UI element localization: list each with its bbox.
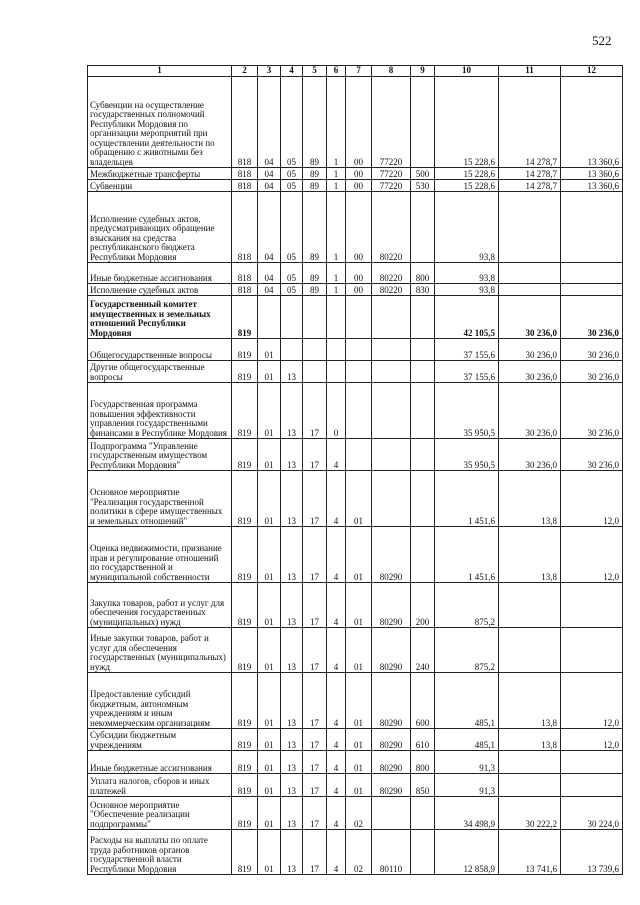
cell-col-9: [411, 439, 435, 471]
cell-col-12: [561, 263, 623, 284]
cell-col-10: 485,1: [435, 673, 499, 729]
cell-col-9: [411, 296, 435, 339]
table-row: [88, 830, 623, 875]
cell-col-5: 17: [303, 527, 327, 583]
cell-col-5: 17: [303, 383, 327, 439]
cell-col-8: 80290: [372, 774, 411, 797]
cell-col-3: 01: [258, 673, 281, 729]
cell-col-4: [281, 339, 303, 361]
column-header: 1: [88, 66, 232, 77]
cell-col-8: [372, 439, 411, 471]
cell-col-12: 30 236,0: [561, 383, 623, 439]
cell-col-5: 89: [303, 77, 327, 168]
column-header: 9: [411, 66, 435, 77]
table-row: [88, 168, 623, 180]
row-name-cell: Субвенции: [88, 180, 232, 192]
cell-col-2: 819: [232, 439, 258, 471]
cell-col-11: 30 236,0: [499, 339, 561, 361]
cell-col-12: 30 236,0: [561, 339, 623, 361]
cell-col-8: 80290: [372, 673, 411, 729]
cell-col-7: [346, 439, 372, 471]
cell-col-10: 875,2: [435, 628, 499, 673]
row-name-cell: Расходы на выплаты по оплате труда работников органов государственной власти Республики Мордовия: [88, 830, 232, 875]
cell-col-10: 91,3: [435, 774, 499, 797]
cell-col-5: 89: [303, 180, 327, 192]
cell-col-12: 13 360,6: [561, 168, 623, 180]
cell-col-12: 12,0: [561, 729, 623, 751]
cell-col-6: [327, 339, 346, 361]
cell-col-2: 819: [232, 339, 258, 361]
row-name-cell: Исполнение судебных актов, предусматривающих обращение взыскания на средства республиканского бюджета Республики Мордовия: [88, 192, 232, 263]
column-header: 6: [327, 66, 346, 77]
cell-col-5: 89: [303, 192, 327, 263]
cell-col-5: [303, 361, 327, 383]
header-row: [88, 66, 623, 77]
cell-col-7: [346, 361, 372, 383]
cell-col-12: 30 236,0: [561, 439, 623, 471]
cell-col-9: [411, 471, 435, 527]
cell-col-3: 04: [258, 192, 281, 263]
cell-col-6: 4: [327, 751, 346, 774]
page-number: 522: [592, 33, 612, 48]
cell-col-3: 01: [258, 751, 281, 774]
cell-col-2: 819: [232, 361, 258, 383]
cell-col-5: 17: [303, 673, 327, 729]
cell-col-3: 01: [258, 729, 281, 751]
cell-col-3: 01: [258, 830, 281, 875]
column-header: 12: [561, 66, 623, 77]
row-name-cell: Межбюджетные трансферты: [88, 168, 232, 180]
cell-col-3: 04: [258, 180, 281, 192]
cell-col-2: 819: [232, 383, 258, 439]
cell-col-4: 05: [281, 180, 303, 192]
row-name-cell: Уплата налогов, сборов и иных платежей: [88, 774, 232, 797]
cell-col-11: 30 236,0: [499, 296, 561, 339]
cell-col-10: 37 155,6: [435, 361, 499, 383]
cell-col-3: 04: [258, 77, 281, 168]
cell-col-7: 01: [346, 471, 372, 527]
cell-col-11: 13,8: [499, 471, 561, 527]
cell-col-10: 93,8: [435, 192, 499, 263]
cell-col-11: [499, 284, 561, 296]
cell-col-6: 4: [327, 583, 346, 628]
row-name-cell: Общегосударственные вопросы: [88, 339, 232, 361]
cell-col-10: 875,2: [435, 583, 499, 628]
cell-col-9: 600: [411, 673, 435, 729]
cell-col-3: 01: [258, 339, 281, 361]
cell-col-8: 77220: [372, 180, 411, 192]
row-name-cell: Государственная программа повышения эффективности управления государственными финансами в Республике Мордовия: [88, 383, 232, 439]
cell-col-4: 13: [281, 583, 303, 628]
cell-col-7: 01: [346, 751, 372, 774]
row-name-cell: Предоставление субсидий бюджетным, автономным учреждениям и иным некоммерческим организациям: [88, 673, 232, 729]
cell-col-11: 30 236,0: [499, 383, 561, 439]
cell-col-4: 13: [281, 361, 303, 383]
cell-col-11: [499, 263, 561, 284]
table-row: [88, 263, 623, 284]
table-row: [88, 180, 623, 192]
cell-col-12: 30 236,0: [561, 296, 623, 339]
cell-col-6: 1: [327, 284, 346, 296]
cell-col-8: [372, 471, 411, 527]
table-row: [88, 77, 623, 168]
cell-col-8: [372, 296, 411, 339]
cell-col-10: 15 228,6: [435, 168, 499, 180]
cell-col-7: 02: [346, 797, 372, 830]
cell-col-8: 77220: [372, 77, 411, 168]
cell-col-10: 485,1: [435, 729, 499, 751]
row-name-cell: Иные бюджетные ассигнования: [88, 751, 232, 774]
table-row: [88, 361, 623, 383]
cell-col-4: 13: [281, 729, 303, 751]
cell-col-11: 30 222,2: [499, 797, 561, 830]
cell-col-12: [561, 628, 623, 673]
cell-col-12: 30 236,0: [561, 361, 623, 383]
cell-col-2: 819: [232, 628, 258, 673]
table-row: [88, 751, 623, 774]
cell-col-8: 80220: [372, 263, 411, 284]
cell-col-9: [411, 830, 435, 875]
cell-col-10: 35 950,5: [435, 439, 499, 471]
column-header: 2: [232, 66, 258, 77]
row-name-cell: Иные закупки товаров, работ и услуг для обеспечения государственных (муниципальных) нужд: [88, 628, 232, 673]
cell-col-11: [499, 751, 561, 774]
cell-col-9: 800: [411, 263, 435, 284]
cell-col-12: 12,0: [561, 673, 623, 729]
cell-col-4: 13: [281, 439, 303, 471]
cell-col-4: [281, 296, 303, 339]
cell-col-5: 17: [303, 729, 327, 751]
cell-col-8: 80290: [372, 628, 411, 673]
cell-col-4: 13: [281, 673, 303, 729]
cell-col-5: [303, 339, 327, 361]
cell-col-9: [411, 339, 435, 361]
cell-col-4: 05: [281, 168, 303, 180]
cell-col-7: 00: [346, 192, 372, 263]
row-name-cell: Исполнение судебных актов: [88, 284, 232, 296]
cell-col-10: 37 155,6: [435, 339, 499, 361]
cell-col-10: 91,3: [435, 751, 499, 774]
cell-col-5: 17: [303, 830, 327, 875]
cell-col-7: 01: [346, 583, 372, 628]
table-row: [88, 583, 623, 628]
cell-col-2: 818: [232, 284, 258, 296]
cell-col-12: 12,0: [561, 527, 623, 583]
column-header: 5: [303, 66, 327, 77]
cell-col-2: 819: [232, 751, 258, 774]
cell-col-5: 89: [303, 284, 327, 296]
cell-col-2: 819: [232, 583, 258, 628]
cell-col-8: 80290: [372, 583, 411, 628]
cell-col-3: 01: [258, 583, 281, 628]
cell-col-5: 17: [303, 751, 327, 774]
cell-col-7: 02: [346, 830, 372, 875]
cell-col-10: 34 498,9: [435, 797, 499, 830]
cell-col-6: 4: [327, 830, 346, 875]
cell-col-3: 04: [258, 168, 281, 180]
row-name-cell: Другие общегосударственные вопросы: [88, 361, 232, 383]
cell-col-6: 4: [327, 774, 346, 797]
cell-col-11: 13 741,6: [499, 830, 561, 875]
row-name-cell: Подпрограмма "Управление государственным имуществом Республики Мордовия": [88, 439, 232, 471]
cell-col-3: [258, 296, 281, 339]
cell-col-6: 4: [327, 471, 346, 527]
cell-col-2: 819: [232, 471, 258, 527]
cell-col-9: 830: [411, 284, 435, 296]
cell-col-3: 01: [258, 383, 281, 439]
row-name-cell: Субсидии бюджетным учреждениям: [88, 729, 232, 751]
cell-col-2: 818: [232, 168, 258, 180]
cell-col-7: [346, 383, 372, 439]
cell-col-2: 819: [232, 729, 258, 751]
cell-col-5: 17: [303, 774, 327, 797]
cell-col-6: 1: [327, 168, 346, 180]
cell-col-6: 4: [327, 797, 346, 830]
cell-col-9: [411, 361, 435, 383]
table-row: [88, 774, 623, 797]
budget-table: [87, 65, 623, 875]
cell-col-3: 04: [258, 263, 281, 284]
column-header: 8: [372, 66, 411, 77]
cell-col-9: 500: [411, 168, 435, 180]
cell-col-7: 00: [346, 168, 372, 180]
cell-col-8: 80290: [372, 729, 411, 751]
column-header: 4: [281, 66, 303, 77]
cell-col-5: 17: [303, 797, 327, 830]
cell-col-2: 818: [232, 77, 258, 168]
cell-col-4: 13: [281, 797, 303, 830]
cell-col-10: 35 950,5: [435, 383, 499, 439]
cell-col-6: 1: [327, 77, 346, 168]
cell-col-10: 15 228,6: [435, 180, 499, 192]
row-name-cell: Субвенции на осуществление государственных полномочий Республики Мордовия по организации мероприятий при осуществлении деятельности по обращению с животными без владельцев: [88, 77, 232, 168]
cell-col-6: 4: [327, 628, 346, 673]
column-header: 3: [258, 66, 281, 77]
cell-col-7: 01: [346, 673, 372, 729]
cell-col-5: 17: [303, 628, 327, 673]
cell-col-2: 819: [232, 774, 258, 797]
cell-col-11: 14 278,7: [499, 180, 561, 192]
table-row: [88, 471, 623, 527]
cell-col-9: 240: [411, 628, 435, 673]
cell-col-2: 818: [232, 192, 258, 263]
table-row: [88, 729, 623, 751]
cell-col-5: 89: [303, 263, 327, 284]
cell-col-4: 05: [281, 263, 303, 284]
cell-col-12: 13 739,6: [561, 830, 623, 875]
cell-col-4: 13: [281, 830, 303, 875]
cell-col-9: 530: [411, 180, 435, 192]
cell-col-4: 05: [281, 284, 303, 296]
cell-col-6: 1: [327, 180, 346, 192]
row-name-cell: Основное мероприятие "Реализация государственной политики в сфере имущественных и земельных отношений": [88, 471, 232, 527]
cell-col-6: 4: [327, 439, 346, 471]
cell-col-6: 1: [327, 192, 346, 263]
cell-col-3: 01: [258, 471, 281, 527]
cell-col-9: 200: [411, 583, 435, 628]
table-row: [88, 527, 623, 583]
cell-col-8: 80290: [372, 751, 411, 774]
cell-col-7: 01: [346, 527, 372, 583]
cell-col-3: 01: [258, 628, 281, 673]
column-header: 11: [499, 66, 561, 77]
cell-col-7: [346, 296, 372, 339]
cell-col-12: 30 224,0: [561, 797, 623, 830]
cell-col-5: 89: [303, 168, 327, 180]
cell-col-9: 850: [411, 774, 435, 797]
table-row: [88, 383, 623, 439]
cell-col-6: 4: [327, 527, 346, 583]
cell-col-2: 819: [232, 296, 258, 339]
cell-col-7: 00: [346, 263, 372, 284]
cell-col-5: 17: [303, 471, 327, 527]
cell-col-10: 1 451,6: [435, 471, 499, 527]
cell-col-11: 14 278,7: [499, 168, 561, 180]
cell-col-11: 14 278,7: [499, 77, 561, 168]
cell-col-4: 13: [281, 751, 303, 774]
cell-col-8: [372, 339, 411, 361]
cell-col-11: 13,8: [499, 527, 561, 583]
cell-col-10: 93,8: [435, 284, 499, 296]
cell-col-8: [372, 361, 411, 383]
cell-col-3: 01: [258, 527, 281, 583]
table-row: [88, 296, 623, 339]
cell-col-2: 819: [232, 527, 258, 583]
cell-col-4: 13: [281, 527, 303, 583]
table-row: [88, 284, 623, 296]
cell-col-3: 04: [258, 284, 281, 296]
cell-col-5: [303, 296, 327, 339]
cell-col-3: 01: [258, 797, 281, 830]
cell-col-11: 30 236,0: [499, 439, 561, 471]
cell-col-12: [561, 284, 623, 296]
cell-col-9: [411, 77, 435, 168]
cell-col-10: 12 858,9: [435, 830, 499, 875]
cell-col-4: 13: [281, 471, 303, 527]
table-row: [88, 339, 623, 361]
row-name-cell: Закупка товаров, работ и услуг для обеспечения государственных (муниципальных) нужд: [88, 583, 232, 628]
cell-col-7: 01: [346, 774, 372, 797]
cell-col-7: [346, 339, 372, 361]
row-name-cell: Государственный комитет имущественных и земельных отношений Республики Мордовия: [88, 296, 232, 339]
cell-col-11: [499, 774, 561, 797]
cell-col-6: 4: [327, 729, 346, 751]
cell-col-6: 0: [327, 383, 346, 439]
cell-col-10: 93,8: [435, 263, 499, 284]
row-name-cell: Основное мероприятие "Обеспечение реализации подпрограммы": [88, 797, 232, 830]
cell-col-9: 800: [411, 751, 435, 774]
cell-col-6: [327, 296, 346, 339]
cell-col-4: 05: [281, 192, 303, 263]
cell-col-6: [327, 361, 346, 383]
cell-col-8: 77220: [372, 168, 411, 180]
cell-col-9: [411, 527, 435, 583]
cell-col-11: 13,8: [499, 729, 561, 751]
cell-col-8: 80220: [372, 192, 411, 263]
cell-col-4: 13: [281, 383, 303, 439]
cell-col-7: 01: [346, 628, 372, 673]
cell-col-8: [372, 383, 411, 439]
table-row: [88, 628, 623, 673]
cell-col-6: 1: [327, 263, 346, 284]
cell-col-12: 13 360,6: [561, 180, 623, 192]
cell-col-11: [499, 628, 561, 673]
table-row: [88, 439, 623, 471]
table-body: [88, 66, 623, 875]
cell-col-7: 00: [346, 180, 372, 192]
cell-col-2: 818: [232, 263, 258, 284]
row-name-cell: Иные бюджетные ассигнования: [88, 263, 232, 284]
cell-col-12: [561, 774, 623, 797]
cell-col-12: 12,0: [561, 471, 623, 527]
cell-col-4: 05: [281, 77, 303, 168]
table-row: [88, 673, 623, 729]
cell-col-7: 01: [346, 729, 372, 751]
cell-col-4: 13: [281, 628, 303, 673]
cell-col-11: 13,8: [499, 673, 561, 729]
cell-col-11: 30 236,0: [499, 361, 561, 383]
cell-col-11: [499, 583, 561, 628]
cell-col-5: 17: [303, 439, 327, 471]
cell-col-9: [411, 383, 435, 439]
cell-col-2: 819: [232, 673, 258, 729]
cell-col-8: [372, 797, 411, 830]
cell-col-12: [561, 751, 623, 774]
cell-col-12: [561, 583, 623, 628]
cell-col-9: 610: [411, 729, 435, 751]
cell-col-2: 819: [232, 830, 258, 875]
column-header: 7: [346, 66, 372, 77]
table-row: [88, 797, 623, 830]
cell-col-9: [411, 797, 435, 830]
table-row: [88, 192, 623, 263]
cell-col-2: 819: [232, 797, 258, 830]
cell-col-7: 00: [346, 77, 372, 168]
column-header: 10: [435, 66, 499, 77]
cell-col-3: 01: [258, 439, 281, 471]
cell-col-10: 1 451,6: [435, 527, 499, 583]
cell-col-4: 13: [281, 774, 303, 797]
cell-col-8: 80290: [372, 527, 411, 583]
cell-col-2: 818: [232, 180, 258, 192]
cell-col-6: 4: [327, 673, 346, 729]
cell-col-3: 01: [258, 361, 281, 383]
cell-col-8: 80110: [372, 830, 411, 875]
cell-col-12: [561, 192, 623, 263]
cell-col-11: [499, 192, 561, 263]
cell-col-7: 00: [346, 284, 372, 296]
cell-col-5: 17: [303, 583, 327, 628]
cell-col-10: 42 105,5: [435, 296, 499, 339]
row-name-cell: Оценка недвижимости, признание прав и регулирование отношений по государственной и муниципальной собственности: [88, 527, 232, 583]
cell-col-8: 80220: [372, 284, 411, 296]
cell-col-9: [411, 192, 435, 263]
cell-col-12: 13 360,6: [561, 77, 623, 168]
cell-col-3: 01: [258, 774, 281, 797]
cell-col-10: 15 228,6: [435, 77, 499, 168]
